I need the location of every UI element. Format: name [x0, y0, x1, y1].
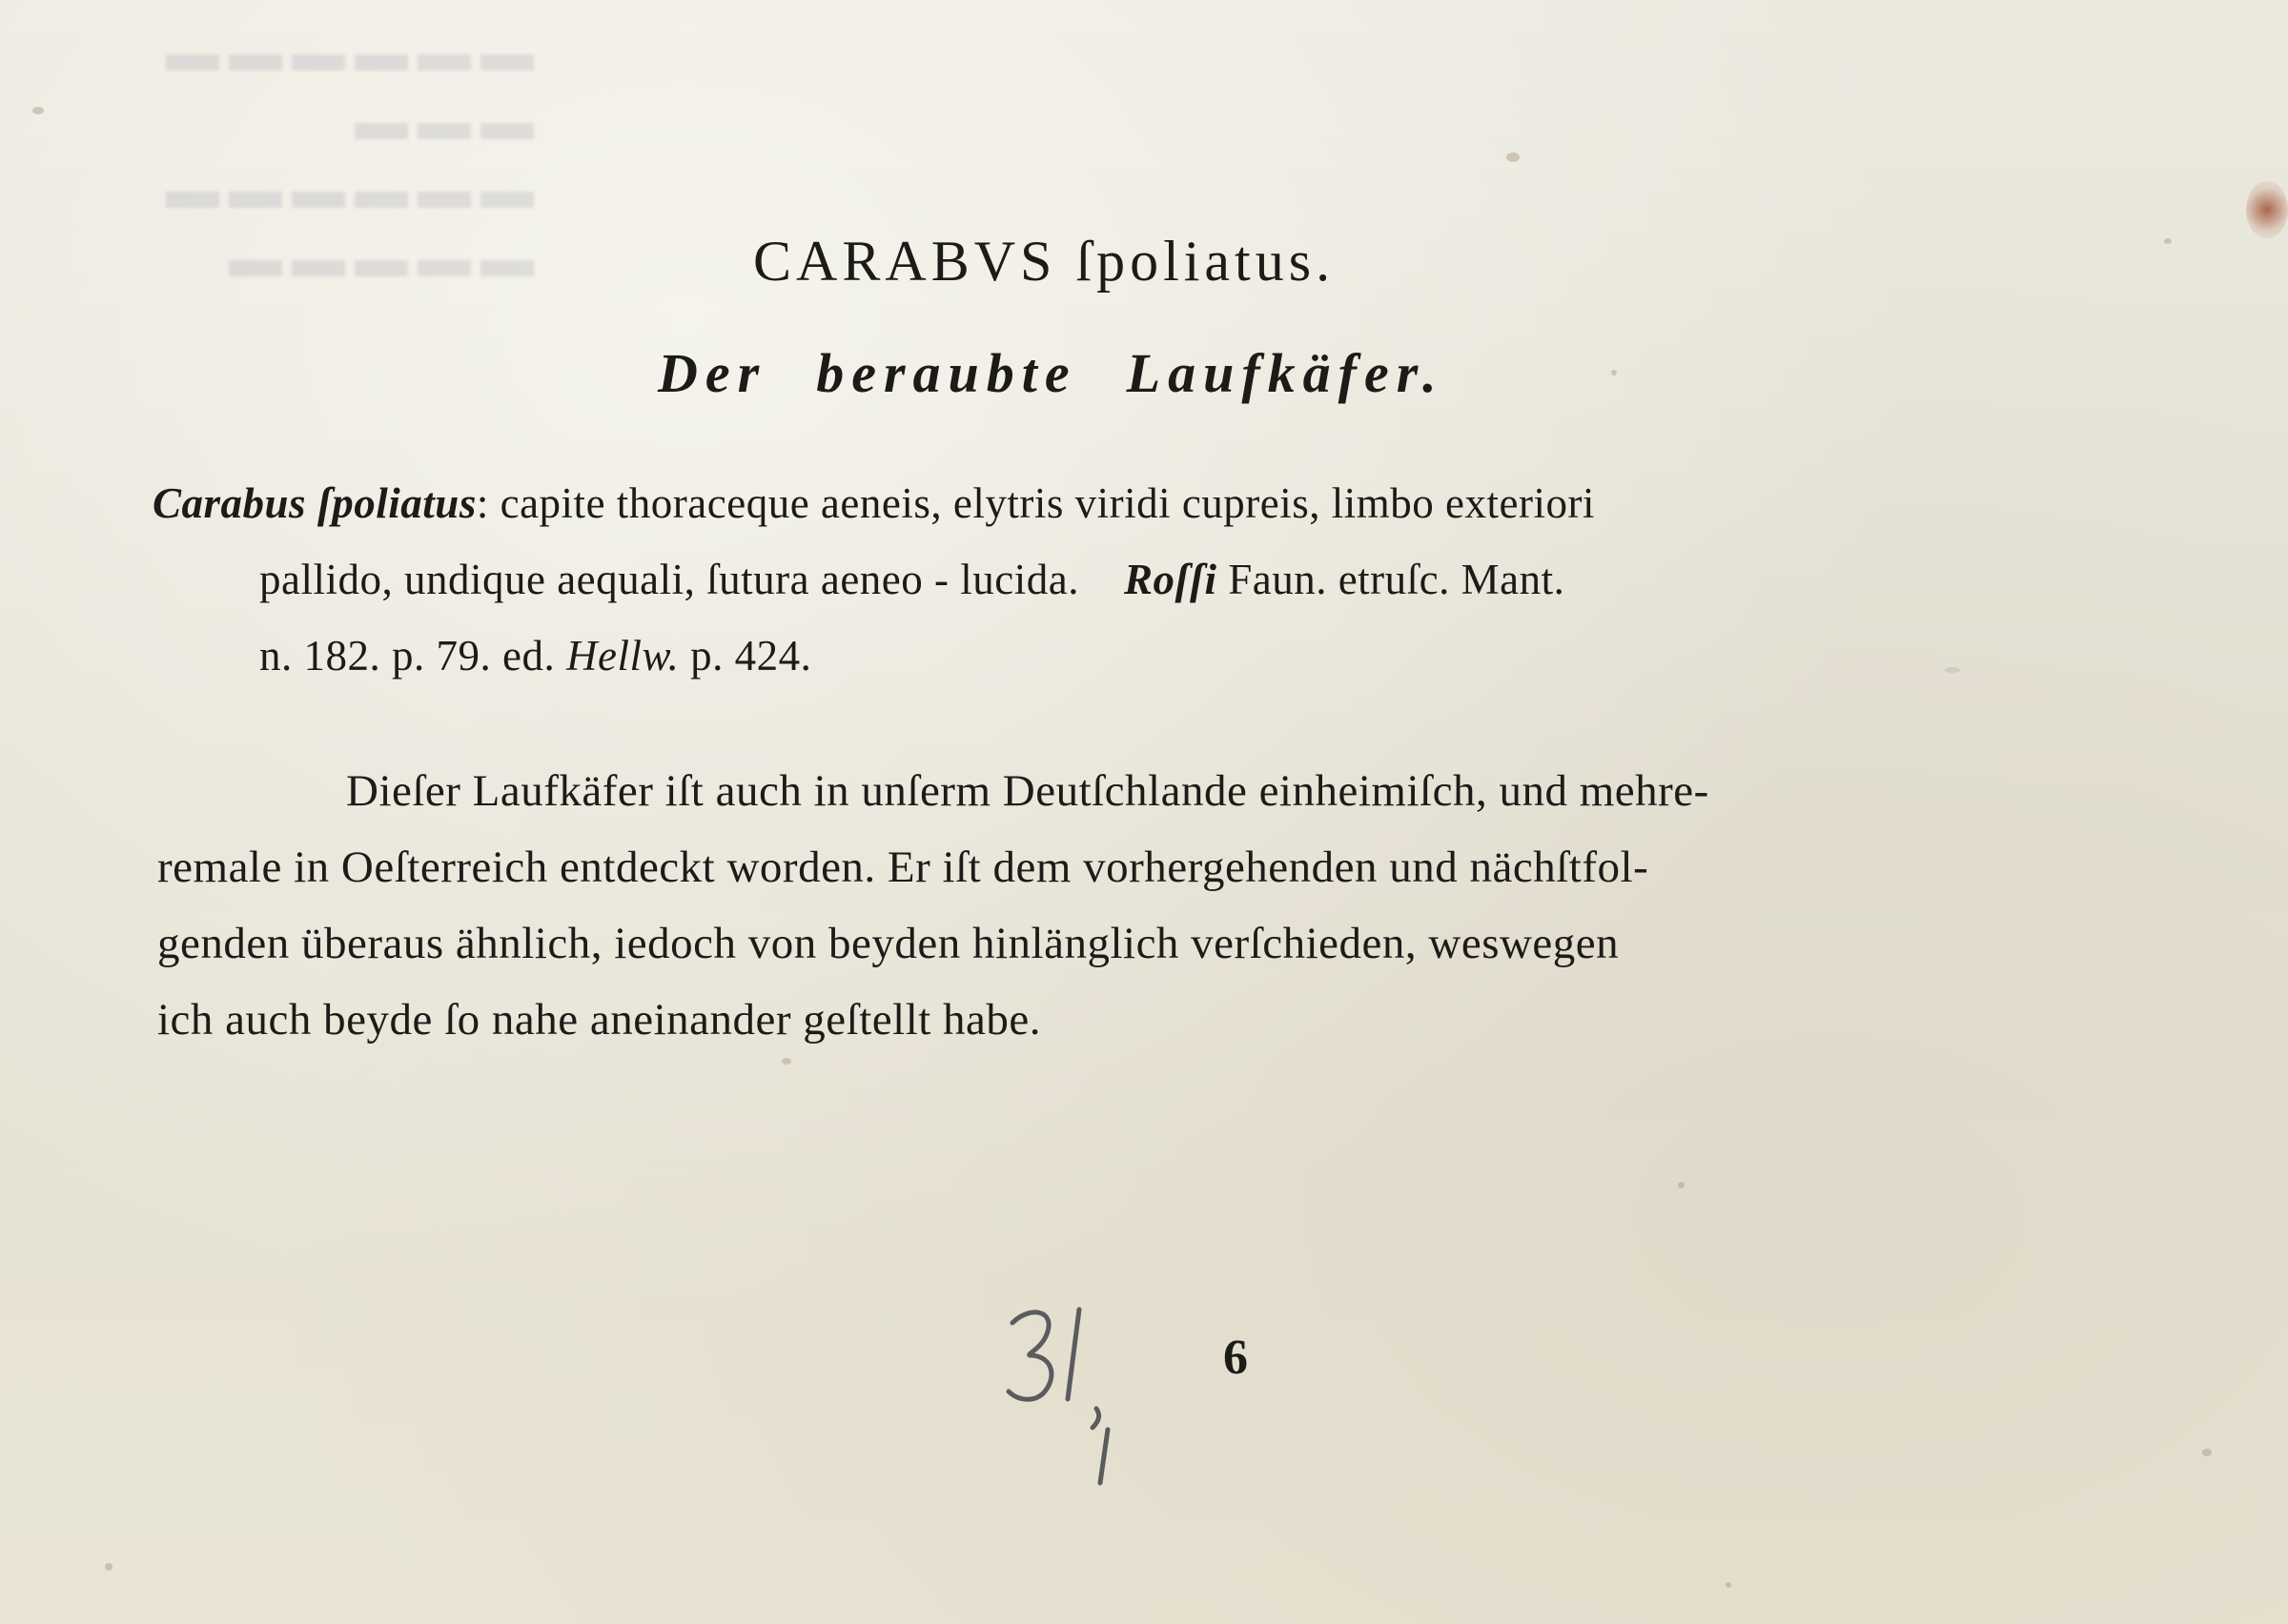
description-text: : capite thoraceque aeneis, elytris viridi cupreis, limbo exteriori — [476, 479, 1595, 527]
paper-fleck — [2164, 238, 2172, 244]
body-line: ich auch beyde ſo nahe aneinander geſtellt habe. — [157, 995, 1042, 1045]
body-line: genden überaus ähnlich, iedoch von beyden hinlänglich verſchieden, weswegen — [157, 919, 1620, 968]
synonymy-line — [153, 465, 2126, 541]
author-name: Roſſi — [1123, 556, 1217, 603]
reference-text: p. 424. — [690, 632, 812, 680]
paper-fleck — [1611, 370, 1617, 376]
paper-fleck — [782, 1058, 791, 1065]
rust-stain — [2246, 181, 2288, 238]
scientific-name: Carabus ſpoliatus — [153, 479, 477, 527]
german-name-word: beraubte — [816, 342, 1077, 404]
body-paragraph — [157, 753, 2131, 1058]
synonymy-line — [153, 541, 2126, 618]
show-through-text: ▬▬▬▬▬▬ ▬▬▬ ▬▬▬▬▬▬ ▬▬▬▬▬ — [156, 24, 534, 289]
paper-fleck — [1506, 152, 1520, 162]
reference-text: Faun. etruſc. Mant. — [1228, 556, 1565, 603]
page-number: 6 — [1223, 1330, 1248, 1385]
paper-fleck — [1726, 1582, 1731, 1588]
german-name-word: Der — [658, 342, 767, 404]
reference-text: n. 182. p. 79. ed. — [259, 632, 556, 680]
species-title: CARABVS ſpoliatus. — [753, 230, 1336, 293]
editor-name: Hellw. — [565, 632, 680, 680]
german-name-word: Laufkäfer. — [1126, 342, 1444, 404]
synonymy-block — [153, 465, 2126, 694]
german-name — [658, 341, 1444, 405]
handwritten-pencil-note — [1001, 1296, 1134, 1487]
paper-fleck — [1678, 1182, 1685, 1188]
body-line: remale in Oeſterreich entdeckt worden. Er iſt dem vorhergehenden und nächſtfol- — [157, 842, 1649, 892]
description-text: pallido, undique aequali, ſutura aeneo - lucida. — [259, 556, 1079, 603]
paper-fleck — [105, 1563, 112, 1571]
body-line: Dieſer Laufkäfer iſt auch in unſerm Deutſchlande einheimiſch, und mehre- — [346, 766, 1709, 816]
synonymy-line — [153, 618, 2126, 694]
paper-fleck — [2202, 1449, 2212, 1456]
